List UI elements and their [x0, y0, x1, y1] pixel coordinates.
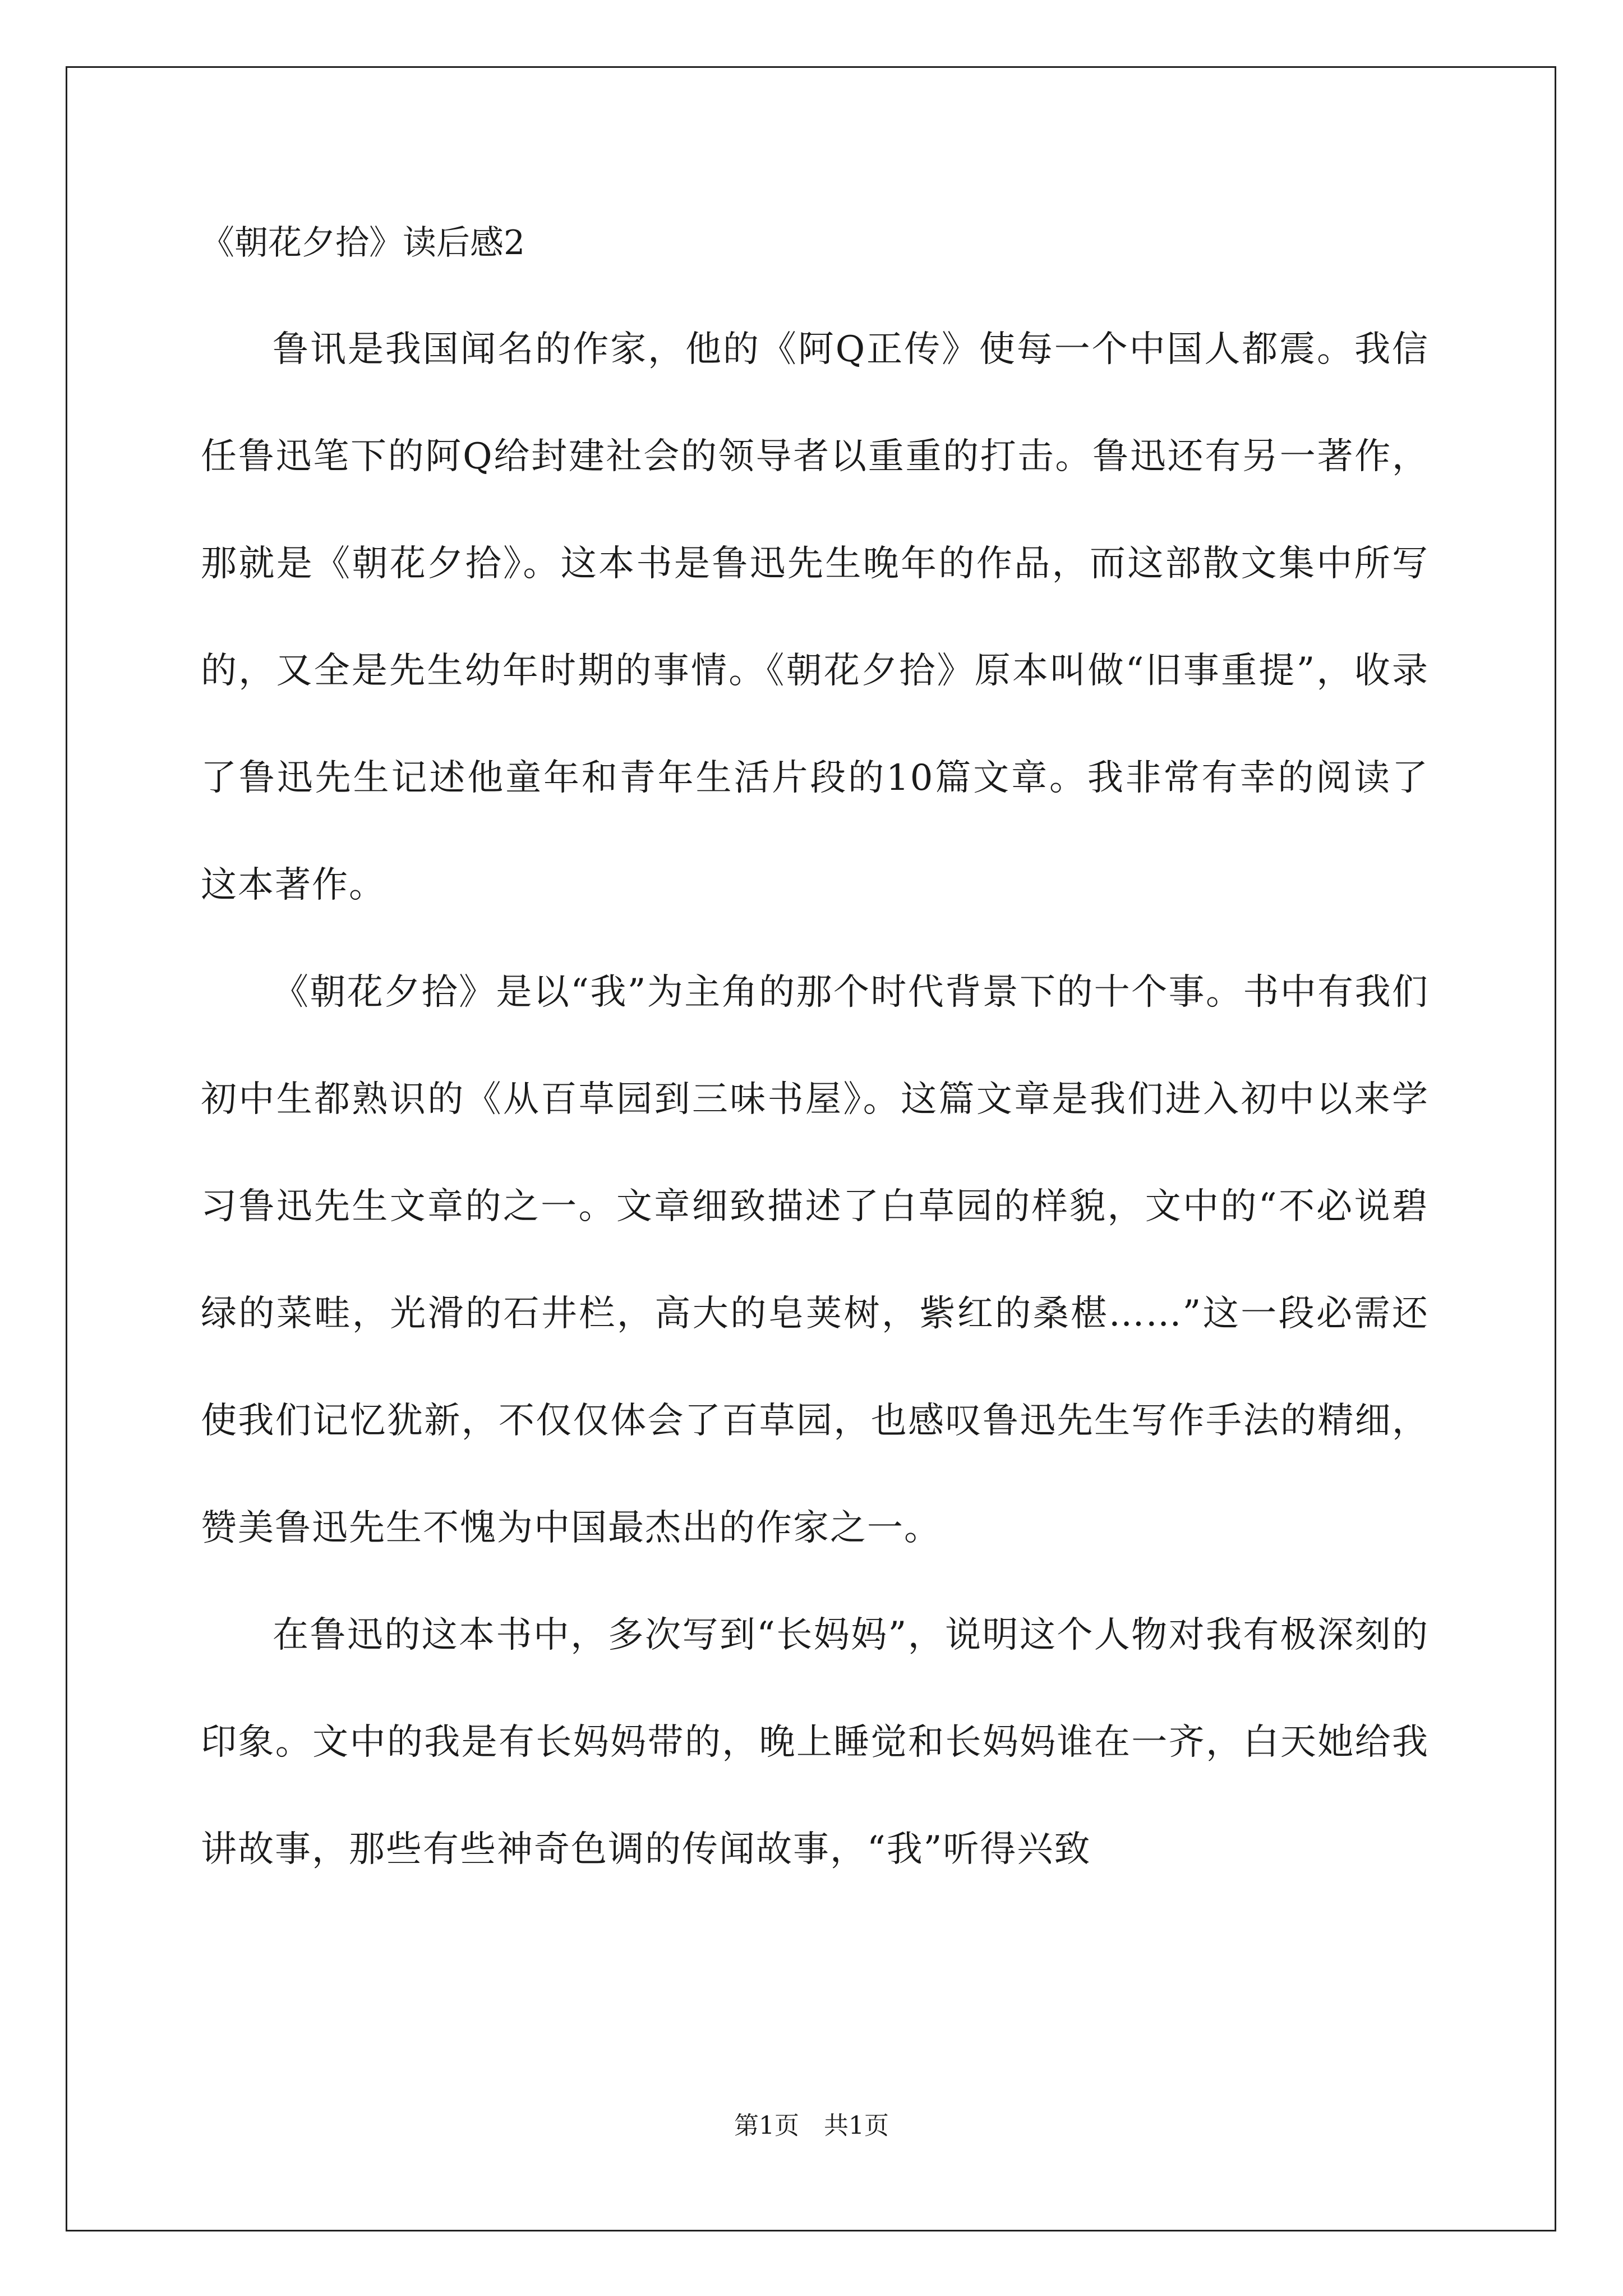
- paragraph-1: 鲁讯是我国闻名的作家，他的《阿Q正传》使每一个中国人都震。我信任鲁迅笔下的阿Q给封建社会的领导者以重重的打击。鲁迅还有另一著作，那就是《朝花夕拾》。这本书是鲁迅先生晚年的作品，而这部散文集中所写的，又全是先生幼年时期的事情。《朝花夕拾》原本叫做“旧事重提”，收录了鲁迅先生记述他童年和青年生活片段的10篇文章。我非常有幸的阅读了这本著作。: [201, 329, 1429, 906]
- paragraph-3: 在鲁迅的这本书中，多次写到“长妈妈”，说明这个人物对我有极深刻的印象。文中的我是有长妈妈带的，晚上睡觉和长妈妈谁在一齐，白天她给我讲故事，那些有些神奇色调的传闻故事，“我”听得兴致: [201, 1614, 1429, 1870]
- document-body: [201, 216, 1429, 1903]
- paragraph-2: 《朝花夕拾》是以“我”为主角的那个时代背景下的十个事。书中有我们初中生都熟识的《从百草园到三味书屋》。这篇文章是我们进入初中以来学习鲁迅先生文章的之一。文章细致描述了白草园的样貌，文中的“不必说碧绿的菜畦，光滑的石井栏，高大的皂荚树，紫红的桑椹……”这一段必需还使我们记忆犹新，不仅仅体会了百草园，也感叹鲁迅先生写作手法的精细，赞美鲁迅先生不愧为中国最杰出的作家之一。: [201, 972, 1429, 1549]
- page-footer: 第1页 共1页: [734, 2111, 889, 2140]
- paragraph-list: [201, 296, 1429, 1903]
- document-title: 《朝花夕拾》读后感2: [201, 223, 525, 263]
